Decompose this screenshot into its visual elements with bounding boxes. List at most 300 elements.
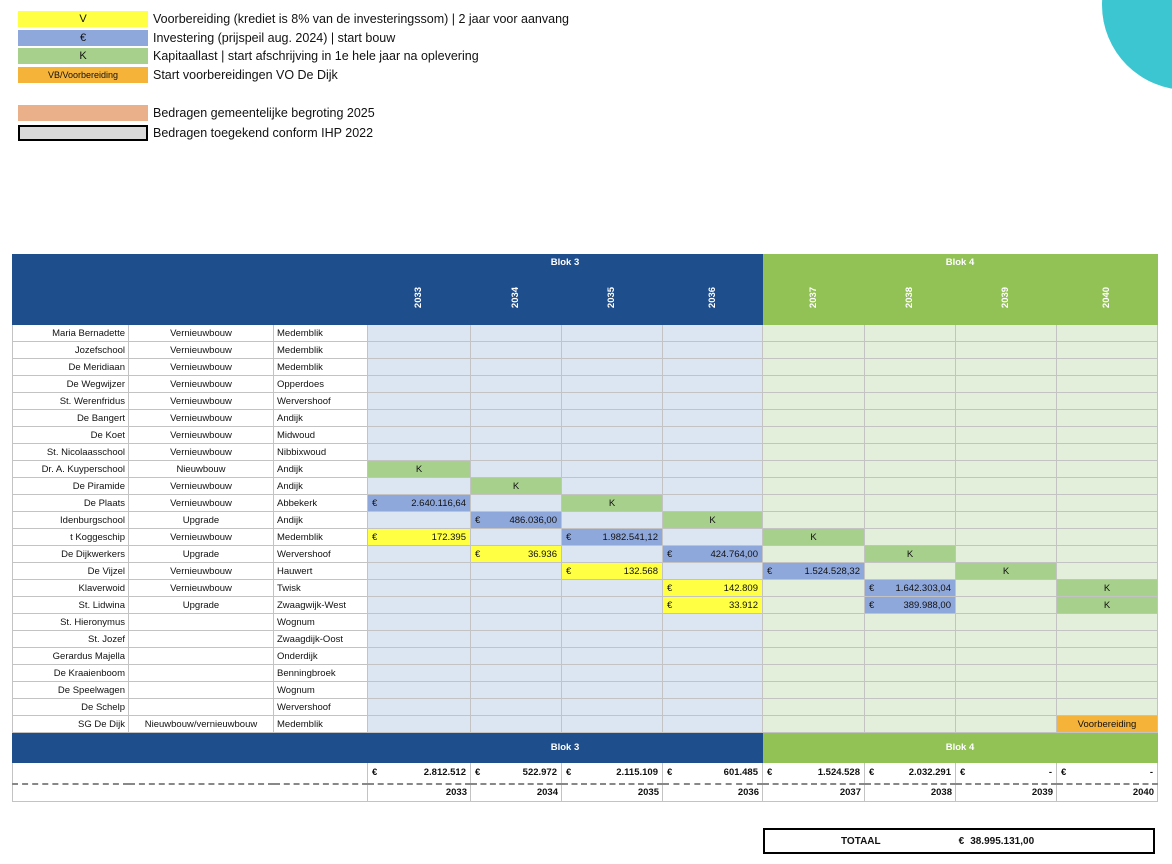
year-cell-empty (471, 444, 562, 461)
year-cell-empty (562, 665, 663, 682)
year-cell-e (763, 563, 865, 580)
year-cell-empty (471, 495, 562, 512)
year-cell-k: K (763, 529, 865, 546)
table-row (13, 665, 1158, 682)
year-cell-empty (1057, 699, 1158, 716)
year-cell-empty (1057, 529, 1158, 546)
school-name: St. Nicolaasschool (13, 444, 129, 461)
year-cell-empty (956, 410, 1057, 427)
project-type: Vernieuwbouw (129, 359, 274, 376)
project-type: Vernieuwbouw (129, 529, 274, 546)
year-cell-empty (763, 410, 865, 427)
blok3-footer: Blok 3 (368, 733, 763, 763)
year-cell-empty (865, 648, 956, 665)
table-row (13, 716, 1158, 733)
header-year-row (13, 270, 1158, 325)
total-amount: 601.485 (723, 767, 758, 779)
year-cell-empty (865, 325, 956, 342)
euro-sign: € (869, 599, 875, 611)
cell-amount: 389.988,00 (903, 599, 951, 611)
school-name: De Piramide (13, 478, 129, 495)
year-cell-empty (865, 699, 956, 716)
school-place: Opperdoes (274, 376, 368, 393)
total-amount: - (1048, 767, 1052, 779)
year-cell-empty (471, 631, 562, 648)
project-type (129, 665, 274, 682)
year-cell-empty (1057, 614, 1158, 631)
legend-swatch: K (18, 48, 148, 64)
year-cell-empty (1057, 376, 1158, 393)
legend-swatch (18, 105, 148, 121)
table-row (13, 614, 1158, 631)
year-label: 2038 (904, 286, 916, 308)
year-cell-empty (865, 461, 956, 478)
total-amount: 522.972 (522, 767, 557, 779)
year-cell-empty (865, 342, 956, 359)
year-cell-empty (663, 648, 763, 665)
euro-sign: € (566, 565, 572, 577)
year-cell-vb: Voorbereiding (1057, 716, 1158, 733)
year-cell-empty (956, 461, 1057, 478)
year-cell-empty (663, 376, 763, 393)
year-cell-empty (956, 444, 1057, 461)
year-cell-empty (865, 512, 956, 529)
project-type (129, 699, 274, 716)
year-cell-empty (956, 631, 1057, 648)
year-cell-empty (471, 614, 562, 631)
euro-sign: € (372, 497, 378, 509)
year-total (865, 763, 956, 784)
year-cell-empty (1057, 393, 1158, 410)
table-row (13, 529, 1158, 546)
year-cell-empty (663, 342, 763, 359)
year-cell-empty (956, 716, 1057, 733)
total-amount: 2.115.109 (616, 767, 658, 779)
year-cell-empty (865, 665, 956, 682)
table-row (13, 325, 1158, 342)
cell-amount: 2.640.116,64 (411, 497, 466, 509)
project-type: Nieuwbouw/vernieuwbouw (129, 716, 274, 733)
year-cell-empty (562, 461, 663, 478)
year-header (763, 270, 865, 325)
year-cell-empty (368, 325, 471, 342)
year-cell-v (368, 529, 471, 546)
year-cell-empty (471, 665, 562, 682)
legend-text: Voorbereiding (krediet is 8% van de investeringssom) | 2 jaar voor aanvang (153, 11, 569, 26)
legend-text: Bedragen toegekend conform IHP 2022 (153, 125, 374, 140)
footer-year-label: 2037 (763, 784, 865, 802)
year-cell-empty (562, 716, 663, 733)
school-name: St. Jozef (13, 631, 129, 648)
year-cell-empty (471, 325, 562, 342)
year-cell-k: K (956, 563, 1057, 580)
year-cell-empty (956, 495, 1057, 512)
year-cell-empty (956, 427, 1057, 444)
school-name: Dr. A. Kuyperschool (13, 461, 129, 478)
school-name: De Speelwagen (13, 682, 129, 699)
legend-item (18, 47, 479, 64)
year-cell-empty (1057, 427, 1158, 444)
euro-sign: € (1061, 767, 1067, 779)
year-cell-empty (865, 631, 956, 648)
year-cell-empty (763, 325, 865, 342)
year-cell-empty (562, 682, 663, 699)
school-name: De Schelp (13, 699, 129, 716)
year-cell-k: K (562, 495, 663, 512)
year-cell-empty (471, 376, 562, 393)
year-cell-empty (562, 546, 663, 563)
cell-amount: 142.809 (723, 582, 758, 594)
year-header (1057, 270, 1158, 325)
euro-sign: € (667, 582, 673, 594)
year-cell-empty (763, 614, 865, 631)
year-cell-v (562, 563, 663, 580)
year-cell-empty (1057, 512, 1158, 529)
footer-year-label: 2039 (956, 784, 1057, 802)
year-cell-empty (368, 699, 471, 716)
year-cell-empty (562, 410, 663, 427)
year-cell-empty (865, 563, 956, 580)
year-cell-empty (763, 461, 865, 478)
year-cell-empty (1057, 325, 1158, 342)
table-row (13, 563, 1158, 580)
project-type: Upgrade (129, 512, 274, 529)
year-cell-empty (865, 529, 956, 546)
year-cell-empty (471, 648, 562, 665)
year-cell-empty (368, 682, 471, 699)
cell-amount: 172.395 (431, 531, 466, 543)
year-cell-empty (471, 529, 562, 546)
year-cell-empty (763, 546, 865, 563)
year-cell-k: K (1057, 597, 1158, 614)
cell-amount: 33.912 (728, 599, 758, 611)
year-cell-empty (368, 410, 471, 427)
year-cell-empty (562, 427, 663, 444)
year-cell-empty (956, 478, 1057, 495)
year-cell-empty (763, 495, 865, 512)
project-type: Nieuwbouw (129, 461, 274, 478)
school-name: SG De Dijk (13, 716, 129, 733)
year-cell-empty (763, 631, 865, 648)
legend-swatch: € (18, 30, 148, 46)
school-name: t Koggeschip (13, 529, 129, 546)
total-amount: 2.812.512 (423, 767, 466, 779)
year-cell-empty (865, 478, 956, 495)
year-cell-empty (368, 648, 471, 665)
year-total (763, 763, 865, 784)
year-cell-empty (956, 393, 1057, 410)
totaal-value: 38.995.131,00 (970, 835, 1035, 847)
school-name: De Wegwijzer (13, 376, 129, 393)
project-type: Upgrade (129, 546, 274, 563)
table-row (13, 376, 1158, 393)
year-cell-empty (368, 580, 471, 597)
year-cell-empty (663, 699, 763, 716)
year-cell-empty (663, 461, 763, 478)
euro-sign: € (869, 582, 875, 594)
footer-year-label: 2038 (865, 784, 956, 802)
project-type: Vernieuwbouw (129, 325, 274, 342)
table-row (13, 427, 1158, 444)
year-cell-empty (562, 597, 663, 614)
footer-year-corner (13, 784, 368, 802)
blok3-header: Blok 3 (368, 255, 763, 270)
year-cell-empty (956, 580, 1057, 597)
year-cell-empty (1057, 648, 1158, 665)
year-cell-empty (471, 410, 562, 427)
legend-swatch: V (18, 11, 148, 27)
year-cell-empty (471, 716, 562, 733)
project-type: Vernieuwbouw (129, 342, 274, 359)
school-place: Abbekerk (274, 495, 368, 512)
year-cell-empty (368, 478, 471, 495)
year-cell-empty (368, 546, 471, 563)
school-name: St. Lidwina (13, 597, 129, 614)
school-name: Idenburgschool (13, 512, 129, 529)
year-cell-empty (865, 410, 956, 427)
table-row (13, 512, 1158, 529)
header-corner (13, 255, 368, 270)
school-place: Hauwert (274, 563, 368, 580)
year-cell-empty (1057, 682, 1158, 699)
decorative-corner-circle (1102, 0, 1172, 90)
year-header (956, 270, 1057, 325)
year-cell-empty (368, 427, 471, 444)
school-name: Jozefschool (13, 342, 129, 359)
year-cell-empty (471, 563, 562, 580)
footer-blok-row (13, 733, 1158, 763)
year-cell-empty (956, 682, 1057, 699)
year-label: 2033 (413, 286, 425, 308)
totaal-label: TOTAAL (841, 835, 881, 847)
table-row (13, 359, 1158, 376)
year-cell-empty (1057, 444, 1158, 461)
school-place: Wervershoof (274, 393, 368, 410)
project-type: Vernieuwbouw (129, 495, 274, 512)
school-place: Andijk (274, 461, 368, 478)
investment-schedule-table (12, 254, 1158, 802)
year-cell-empty (368, 631, 471, 648)
year-cell-v (663, 597, 763, 614)
legend-text: Bedragen gemeentelijke begroting 2025 (153, 105, 375, 120)
year-header (663, 270, 763, 325)
year-cell-empty (368, 393, 471, 410)
year-cell-e (562, 529, 663, 546)
table-row (13, 342, 1158, 359)
year-cell-v (471, 546, 562, 563)
year-cell-v (663, 580, 763, 597)
year-cell-empty (956, 342, 1057, 359)
year-cell-empty (562, 393, 663, 410)
year-cell-empty (562, 376, 663, 393)
legend-item (18, 104, 375, 121)
euro-sign: € (566, 767, 572, 779)
table-row (13, 699, 1158, 716)
year-total (1057, 763, 1158, 784)
year-cell-empty (956, 376, 1057, 393)
year-cell-empty (562, 631, 663, 648)
year-label: 2039 (1000, 286, 1012, 308)
school-name: De Bangert (13, 410, 129, 427)
year-cell-empty (562, 444, 663, 461)
year-cell-empty (663, 444, 763, 461)
table-row (13, 648, 1158, 665)
cell-amount: 1.642.303,04 (895, 582, 951, 594)
table-row (13, 580, 1158, 597)
year-cell-empty (562, 342, 663, 359)
blok4-footer: Blok 4 (763, 733, 1158, 763)
year-cell-empty (865, 359, 956, 376)
table-row (13, 597, 1158, 614)
year-cell-empty (663, 665, 763, 682)
euro-sign: € (475, 767, 481, 779)
euro-sign: € (372, 531, 378, 543)
year-label: 2036 (706, 286, 718, 308)
year-cell-empty (1057, 461, 1158, 478)
year-cell-empty (663, 563, 763, 580)
year-cell-empty (471, 342, 562, 359)
year-total (368, 763, 471, 784)
project-type: Vernieuwbouw (129, 580, 274, 597)
project-type: Vernieuwbouw (129, 393, 274, 410)
year-cell-empty (763, 444, 865, 461)
project-type (129, 648, 274, 665)
year-cell-empty (1057, 342, 1158, 359)
year-cell-empty (865, 682, 956, 699)
project-type: Vernieuwbouw (129, 478, 274, 495)
year-header (865, 270, 956, 325)
table-row (13, 682, 1158, 699)
school-place: Wervershoof (274, 699, 368, 716)
year-cell-empty (763, 359, 865, 376)
euro-sign: € (960, 767, 966, 779)
footer-corner (13, 733, 368, 763)
school-name: Gerardus Majella (13, 648, 129, 665)
year-cell-empty (562, 580, 663, 597)
footer-year-label: 2033 (368, 784, 471, 802)
year-cell-empty (1057, 631, 1158, 648)
year-cell-empty (663, 427, 763, 444)
year-cell-e (663, 546, 763, 563)
school-place: Medemblik (274, 342, 368, 359)
year-cell-empty (865, 393, 956, 410)
year-cell-empty (663, 393, 763, 410)
legend-item (18, 10, 569, 27)
year-total (663, 763, 763, 784)
year-total (562, 763, 663, 784)
year-cell-empty (763, 393, 865, 410)
school-place: Midwoud (274, 427, 368, 444)
school-place: Zwaagdijk-Oost (274, 631, 368, 648)
year-cell-empty (956, 546, 1057, 563)
year-cell-e (865, 580, 956, 597)
year-header (562, 270, 663, 325)
year-cell-empty (562, 648, 663, 665)
euro-sign: € (767, 565, 773, 577)
year-cell-empty (663, 614, 763, 631)
year-cell-empty (865, 716, 956, 733)
school-place: Wervershoof (274, 546, 368, 563)
year-cell-empty (368, 665, 471, 682)
year-cell-empty (956, 648, 1057, 665)
school-name: Maria Bernadette (13, 325, 129, 342)
school-place: Zwaagwijk-West (274, 597, 368, 614)
year-cell-empty (471, 461, 562, 478)
total-amount: 1.524.528 (817, 767, 860, 779)
header-blok-row (13, 255, 1158, 270)
year-cell-empty (763, 376, 865, 393)
year-cell-empty (471, 699, 562, 716)
cell-amount: 132.568 (623, 565, 658, 577)
year-label: 2035 (606, 286, 618, 308)
project-type (129, 631, 274, 648)
year-cell-k: K (471, 478, 562, 495)
year-cell-empty (368, 359, 471, 376)
year-cell-empty (956, 512, 1057, 529)
year-cell-empty (1057, 495, 1158, 512)
project-type: Vernieuwbouw (129, 410, 274, 427)
footer-year-label: 2034 (471, 784, 562, 802)
year-cell-empty (1057, 410, 1158, 427)
euro-sign: € (667, 548, 673, 560)
school-place: Wognum (274, 614, 368, 631)
legend-text: Kapitaallast | start afschrijving in 1e hele jaar na oplevering (153, 48, 479, 63)
year-cell-empty (663, 478, 763, 495)
school-name: De Koet (13, 427, 129, 444)
project-type: Vernieuwbouw (129, 427, 274, 444)
school-name: St. Hieronymus (13, 614, 129, 631)
year-cell-empty (368, 563, 471, 580)
blok4-header: Blok 4 (763, 255, 1158, 270)
legend-text: Investering (prijspeil aug. 2024) | start bouw (153, 30, 396, 45)
year-cell-empty (763, 512, 865, 529)
year-cell-empty (471, 597, 562, 614)
euro-sign: € (869, 767, 875, 779)
year-cell-empty (956, 529, 1057, 546)
year-cell-empty (1057, 563, 1158, 580)
year-cell-empty (562, 359, 663, 376)
year-cell-empty (763, 682, 865, 699)
year-cell-empty (663, 495, 763, 512)
year-cell-empty (368, 444, 471, 461)
school-place: Medemblik (274, 325, 368, 342)
year-label: 2037 (807, 286, 819, 308)
year-total (471, 763, 562, 784)
year-cell-empty (763, 716, 865, 733)
project-type: Vernieuwbouw (129, 563, 274, 580)
year-cell-empty (763, 648, 865, 665)
euro-sign: € (475, 548, 481, 560)
school-place: Medemblik (274, 359, 368, 376)
school-place: Twisk (274, 580, 368, 597)
totals-row (13, 763, 1158, 784)
footer-year-label: 2036 (663, 784, 763, 802)
year-cell-empty (956, 699, 1057, 716)
year-cell-empty (562, 478, 663, 495)
year-cell-empty (763, 342, 865, 359)
legend-swatch (18, 125, 148, 141)
cell-amount: 1.982.541,12 (602, 531, 658, 543)
legend-item (18, 66, 338, 83)
year-label: 2040 (1101, 286, 1113, 308)
year-cell-empty (1057, 665, 1158, 682)
table-row (13, 444, 1158, 461)
year-cell-e (368, 495, 471, 512)
year-cell-e (471, 512, 562, 529)
year-cell-empty (956, 614, 1057, 631)
year-cell-empty (663, 682, 763, 699)
year-cell-empty (1057, 546, 1158, 563)
